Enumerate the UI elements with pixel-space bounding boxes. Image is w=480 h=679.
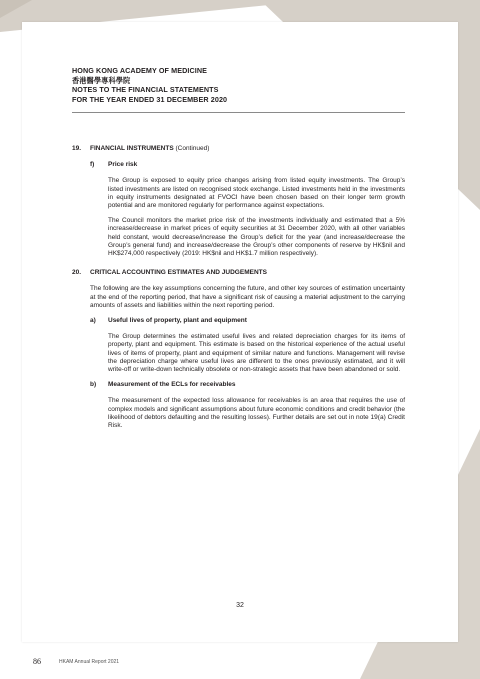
doc-title: NOTES TO THE FINANCIAL STATEMENTS [72, 85, 219, 95]
section-continued: (Continued) [175, 145, 210, 152]
page-number: 32 [236, 602, 244, 609]
org-name-chinese: 香港醫學專科學院 [72, 75, 131, 85]
section-heading [72, 145, 405, 153]
section-title: FINANCIAL INSTRUMENTS [90, 145, 174, 152]
paragraph: The measurement of the expected loss allowance for receivables is an area that requires the use of complex models and significant assumptions about future economic conditions and credit behavior (the likelihood of debtors defaulting and the resulting losses). Further details are set out in note 19(a) Credit Risk. [108, 397, 405, 430]
section-number: 20. [72, 269, 82, 277]
subsection-title: Useful lives of property, plant and equipment [108, 317, 247, 325]
paragraph: The Group is exposed to equity price changes arising from listed equity investments. The Group’s listed investments are listed on recognised stock exchange. Listed investments held in the investments in equity instruments designated at FVOCI have been chosen based on their longer term growth potential and are monitored regularly for performance against expectations. [108, 177, 405, 210]
subsection-heading [90, 381, 405, 389]
reporting-period: FOR THE YEAR ENDED 31 DECEMBER 2020 [72, 94, 228, 104]
section-heading [72, 269, 405, 277]
footer-report-name: HKAM Annual Report 2021 [59, 659, 120, 665]
decorative-corner-top-left-inner [0, 0, 32, 18]
subsection-title: Price risk [108, 161, 138, 169]
subsection-title: Measurement of the ECLs for receivables [108, 381, 236, 389]
footer-page-number: 86 [33, 657, 41, 666]
subsection-letter: a) [90, 317, 96, 325]
subsection-letter: b) [90, 381, 97, 389]
paragraph: The Group determines the estimated useful lives and related depreciation charges for its items of property, plant and equipment. This estimate is based on the historical experience of the actual useful lives of items of property, plant and equipment of similar nature and functions. Management will revise the depreciation charge where useful lives are different to the ones previously estimated, and it will write-off or write-down technically obsolete or non-strategic assets that have been abandoned or sold. [108, 333, 405, 374]
section-title: CRITICAL ACCOUNTING ESTIMATES AND JUDGEMENTS [90, 269, 267, 277]
section-number: 19. [72, 145, 82, 152]
header-divider [72, 112, 405, 113]
paragraph: The Council monitors the market price risk of the investments individually and estimated that a 5% increase/decrease in market prices of equity securities at 31 December 2020, with all other variables held constant, would decrease/increase the Group’s deficit for the year (and increase/decrease the Group’s general fund) and increase/decrease the Group’s other components of reserve by HK$nil and HK$274,000 respectively (2019: HK$nil and HK$1.7 million respectively). [108, 217, 405, 258]
subsection-heading [90, 161, 405, 169]
paragraph: The following are the key assumptions concerning the future, and other key sources of estimation uncertainty at the end of the reporting period, that have a significant risk of causing a material adjustment to the carrying amounts of assets and liabilities within the next reporting period. [90, 285, 405, 309]
document-header [72, 66, 412, 104]
document-body [72, 145, 405, 437]
org-name: HONG KONG ACADEMY OF MEDICINE [72, 66, 208, 75]
subsection-letter: f) [90, 161, 95, 169]
subsection-heading [90, 317, 405, 325]
